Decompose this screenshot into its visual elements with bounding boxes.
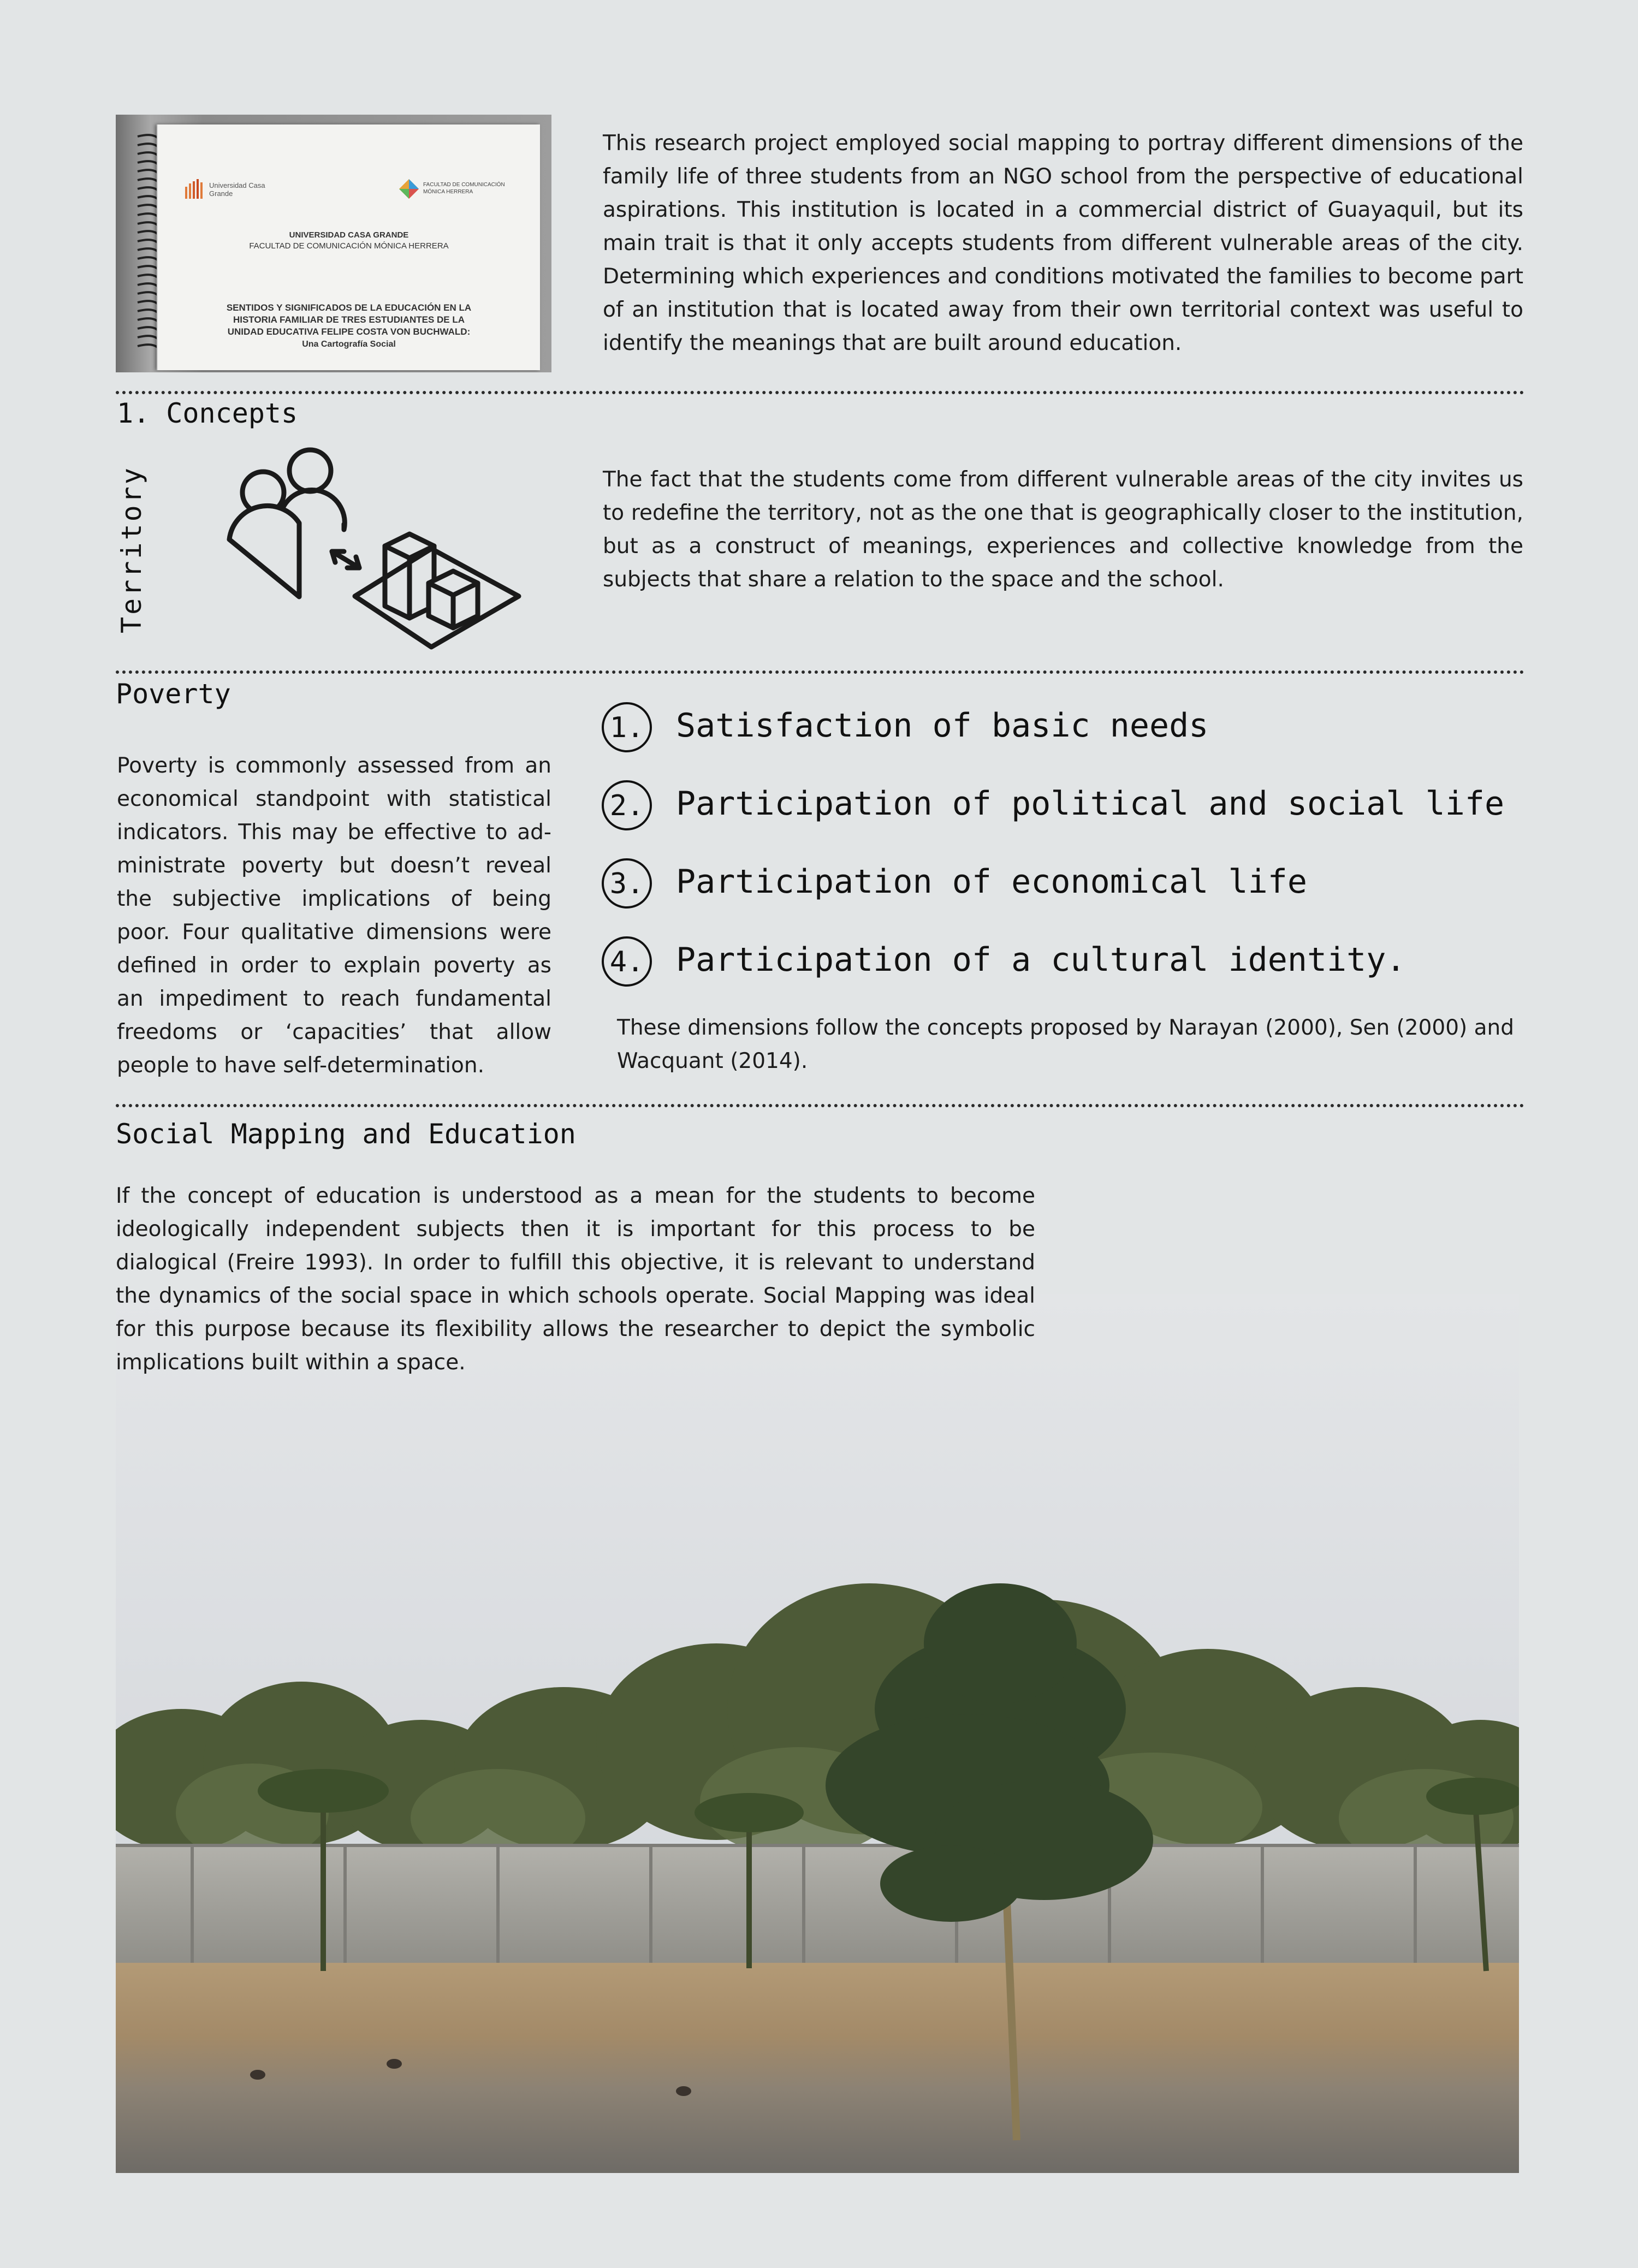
faculty-logo xyxy=(398,178,518,202)
dimension-label-2: Participation of political and social life xyxy=(676,785,1505,823)
section-divider xyxy=(116,1104,1524,1107)
territory-label: Territory xyxy=(116,466,147,633)
schoolyard-photo xyxy=(116,1294,1519,2173)
dimension-number-3: 3. xyxy=(602,858,652,909)
social-mapping-title: Social Mapping and Education xyxy=(116,1118,576,1150)
cover-university: UNIVERSIDAD CASA GRANDE xyxy=(289,230,409,240)
dimension-number-2: 2. xyxy=(602,780,652,830)
section-divider xyxy=(116,670,1524,674)
university-logo-icon xyxy=(185,179,207,199)
intro-paragraph: This research project employed social mapping to portray different dimensions of the family life of three students from an NGO school from the perspective of educational aspirations. This institution is located in a commercial district of Guayaquil, but its main trait is that it only accepts students from different vulnerable areas of the city. Determining which experiences and conditions motivated the families to become part of an institution that is located away from their own territorial context was useful to identify the meanings that are built around education. xyxy=(603,131,1523,355)
cover-title-line-2: HISTORIA FAMILIAR DE TRES ESTUDIANTES DE LA xyxy=(233,314,465,325)
cover-faculty: FACULTAD DE COMUNICACIÓN MÓNICA HERRERA xyxy=(249,241,449,251)
poverty-paragraph: Poverty is commonly assessed from an economical standpoint with statistical indicators. This may be effective to administrate poverty but doesn’t reveal the subjective implications of being poor. Four qualitative dimensions were defined in order to explain poverty as an impediment to reach fundamental freedoms or ‘capacities’ that allow people to have self-determination. xyxy=(117,753,551,1078)
social-mapping-paragraph: If the concept of education is understood as a mean for the students to become ideologically independent subjects then it is important for this process to be dialogical (Freire 1993). In order to fulfill this objective, it is relevant to understand the dynamics of the social space in which schools operate. Social Mapping was ideal for this purpose because its flexibility allows the researcher to depict the symbolic implications built within a space. xyxy=(116,1184,1035,1375)
faculty-logo-text: FACULTAD DE COMUNICACIÓN MÓNICA HERRERA xyxy=(423,182,505,195)
territory-icon xyxy=(218,442,530,661)
dimension-label-1: Satisfaction of basic needs xyxy=(676,706,1209,745)
territory-paragraph: The fact that the students come from different vulnerable areas of the city invites us to redefine the territory, not as the one that is geographically closer to the institution, but as a construct of meanings, experiences and collective knowledge from the subjects that share a relation to the space and the school. xyxy=(603,467,1523,592)
dimension-label-3: Participation of economical life xyxy=(676,863,1307,901)
dimension-number-1: 1. xyxy=(602,702,652,752)
dimensions-note: These dimensions follow the concepts proposed by Narayan (2000), Sen (2000) and Wacquant (2014). xyxy=(617,1016,1515,1073)
thesis-cover-photo xyxy=(116,115,551,372)
concepts-title: 1. Concepts xyxy=(117,397,298,429)
dimension-label-4: Participation of a cultural identity. xyxy=(676,941,1406,979)
poverty-title: Poverty xyxy=(116,678,231,710)
cover-title-line-1: SENTIDOS Y SIGNIFICADOS DE LA EDUCACIÓN EN LA xyxy=(226,302,472,313)
university-logo xyxy=(185,179,283,201)
faculty-logo-icon xyxy=(398,178,420,200)
university-logo-text: Universidad Casa Grande xyxy=(209,181,265,198)
cover-title-line-3: UNIDAD EDUCATIVA FELIPE COSTA VON BUCHWALD: xyxy=(227,326,471,337)
dimension-number-4: 4. xyxy=(602,936,652,987)
cover-page xyxy=(157,124,540,370)
section-divider xyxy=(116,391,1524,394)
cover-subtitle: Una Cartografía Social xyxy=(302,340,396,349)
